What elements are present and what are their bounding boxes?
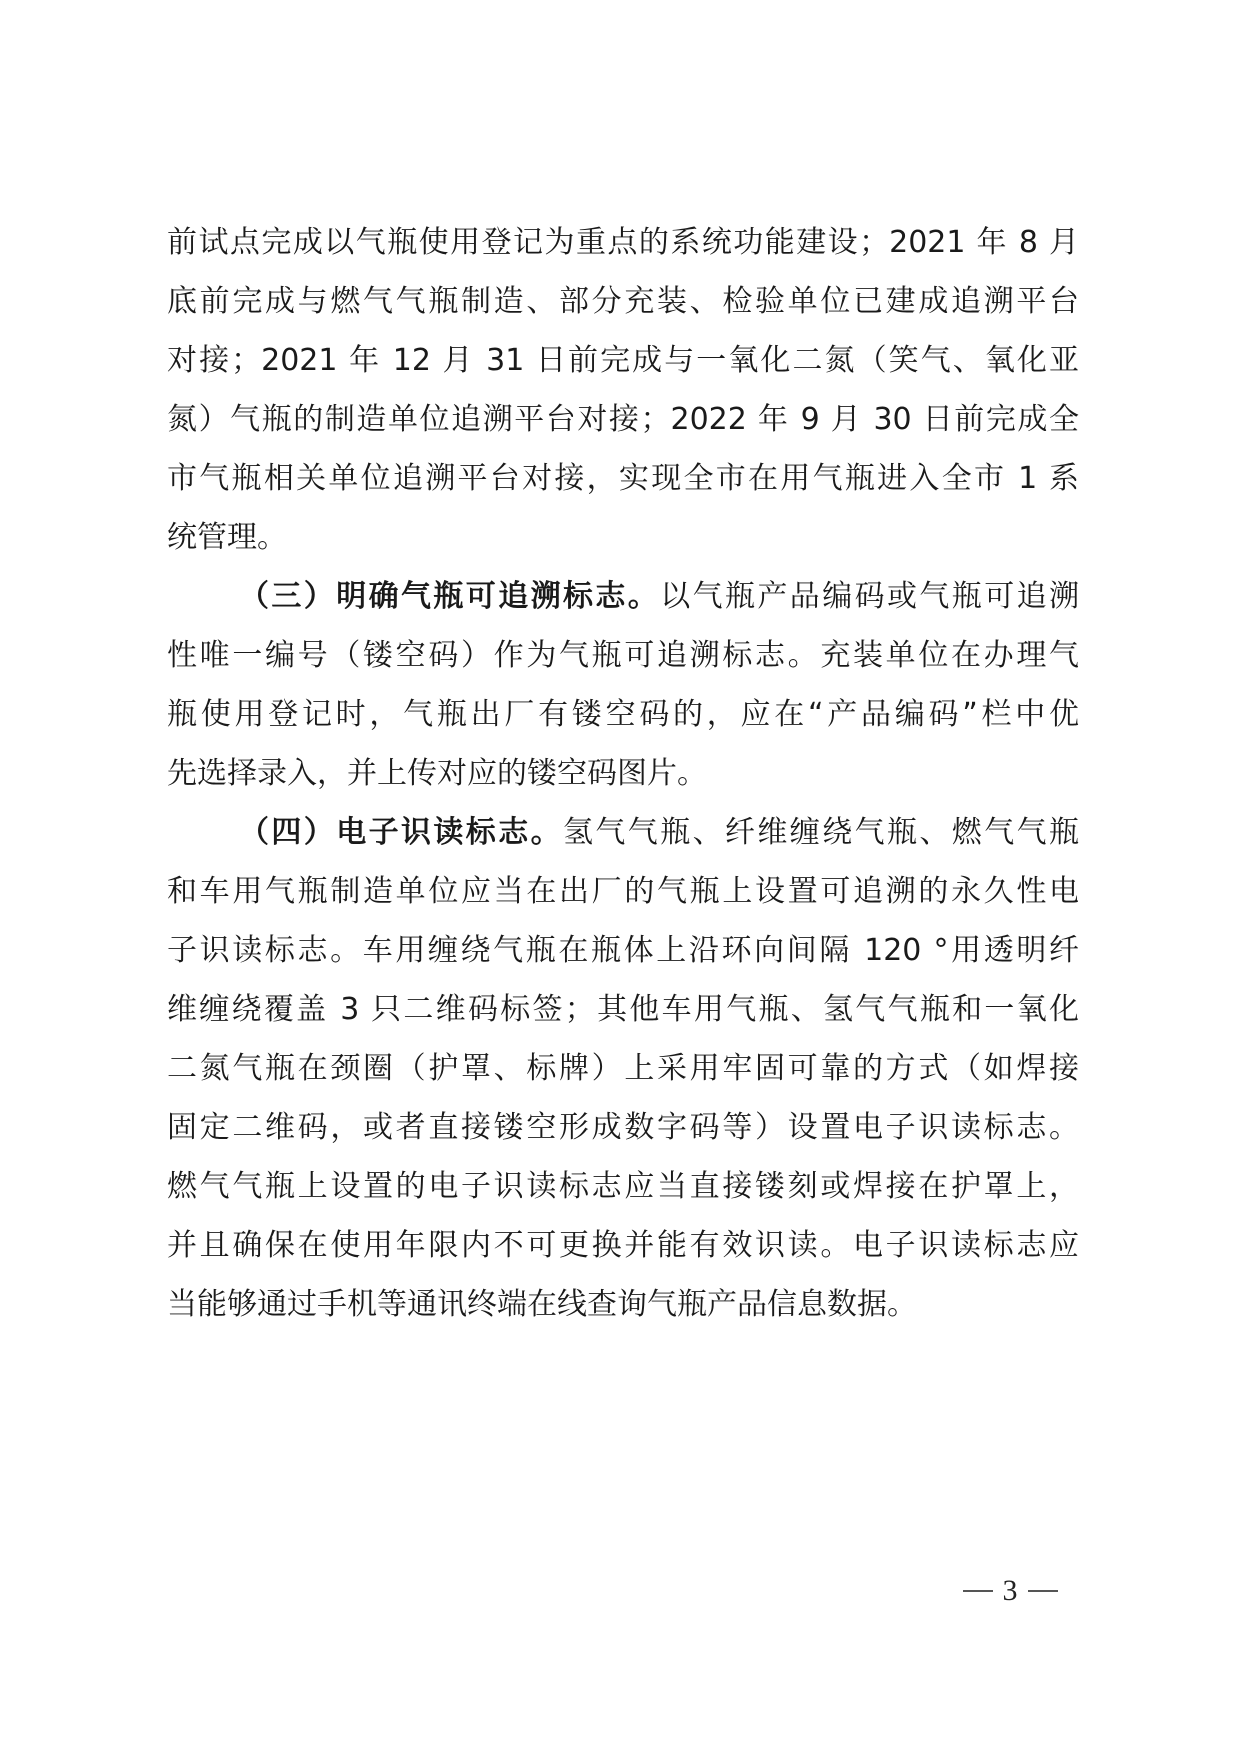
paragraph-section-4 [167, 803, 1079, 1334]
text-line: 先选择录入，并上传对应的镂空码图片。 [167, 756, 707, 791]
text-line: 并且确保在使用年限内不可更换并能有效识读。电子识读标志应 [167, 1228, 1079, 1263]
section-first-line [167, 567, 1079, 626]
section-first-line [167, 803, 1079, 862]
section-heading: （三）明确气瓶可追溯标志。 [239, 579, 661, 614]
text-line: 市气瓶相关单位追溯平台对接，实现全市在用气瓶进入全市 1 系 [167, 461, 1079, 496]
text-line: 对接；2021 年 12 月 31 日前完成与一氧化二氮（笑气、氧化亚 [167, 343, 1079, 378]
dash-left [963, 1590, 993, 1592]
text-line: 固定二维码，或者直接镂空形成数字码等）设置电子识读标志。 [167, 1110, 1079, 1145]
text-line: 性唯一编号（镂空码）作为气瓶可追溯标志。充装单位在办理气 [167, 638, 1079, 673]
page-footer [950, 1571, 1070, 1611]
page-number: 3 [1002, 1574, 1018, 1607]
text-line: 和车用气瓶制造单位应当在出厂的气瓶上设置可追溯的永久性电 [167, 874, 1079, 909]
section-heading: （四）电子识读标志。 [239, 815, 563, 850]
text-line: 燃气气瓶上设置的电子识读标志应当直接镂刻或焊接在护罩上， [167, 1169, 1079, 1204]
text-line: 瓶使用登记时，气瓶出厂有镂空码的，应在“产品编码”栏中优 [167, 697, 1079, 732]
paragraph-continued [167, 213, 1079, 567]
text-line: 维缠绕覆盖 3 只二维码标签；其他车用气瓶、氢气气瓶和一氧化 [167, 992, 1079, 1027]
section-text: 氢气气瓶、纤维缠绕气瓶、燃气气瓶 [563, 815, 1079, 850]
text-line: 统管理。 [167, 520, 287, 555]
paragraph-section-3 [167, 567, 1079, 803]
text-line: 底前完成与燃气气瓶制造、部分充装、检验单位已建成追溯平台 [167, 284, 1079, 319]
text-line: 当能够通过手机等通讯终端在线查询气瓶产品信息数据。 [167, 1287, 917, 1322]
document-body [167, 213, 1079, 1334]
text-line: 二氮气瓶在颈圈（护罩、标牌）上采用牢固可靠的方式（如焊接 [167, 1051, 1079, 1086]
section-text: 以气瓶产品编码或气瓶可追溯 [660, 579, 1080, 614]
text-line: 前试点完成以气瓶使用登记为重点的系统功能建设；2021 年 8 月 [167, 225, 1079, 260]
dash-right [1028, 1590, 1058, 1592]
text-line: 氮）气瓶的制造单位追溯平台对接；2022 年 9 月 30 日前完成全 [167, 402, 1079, 437]
text-line: 子识读标志。车用缠绕气瓶在瓶体上沿环向间隔 120 °用透明纤 [167, 933, 1079, 968]
